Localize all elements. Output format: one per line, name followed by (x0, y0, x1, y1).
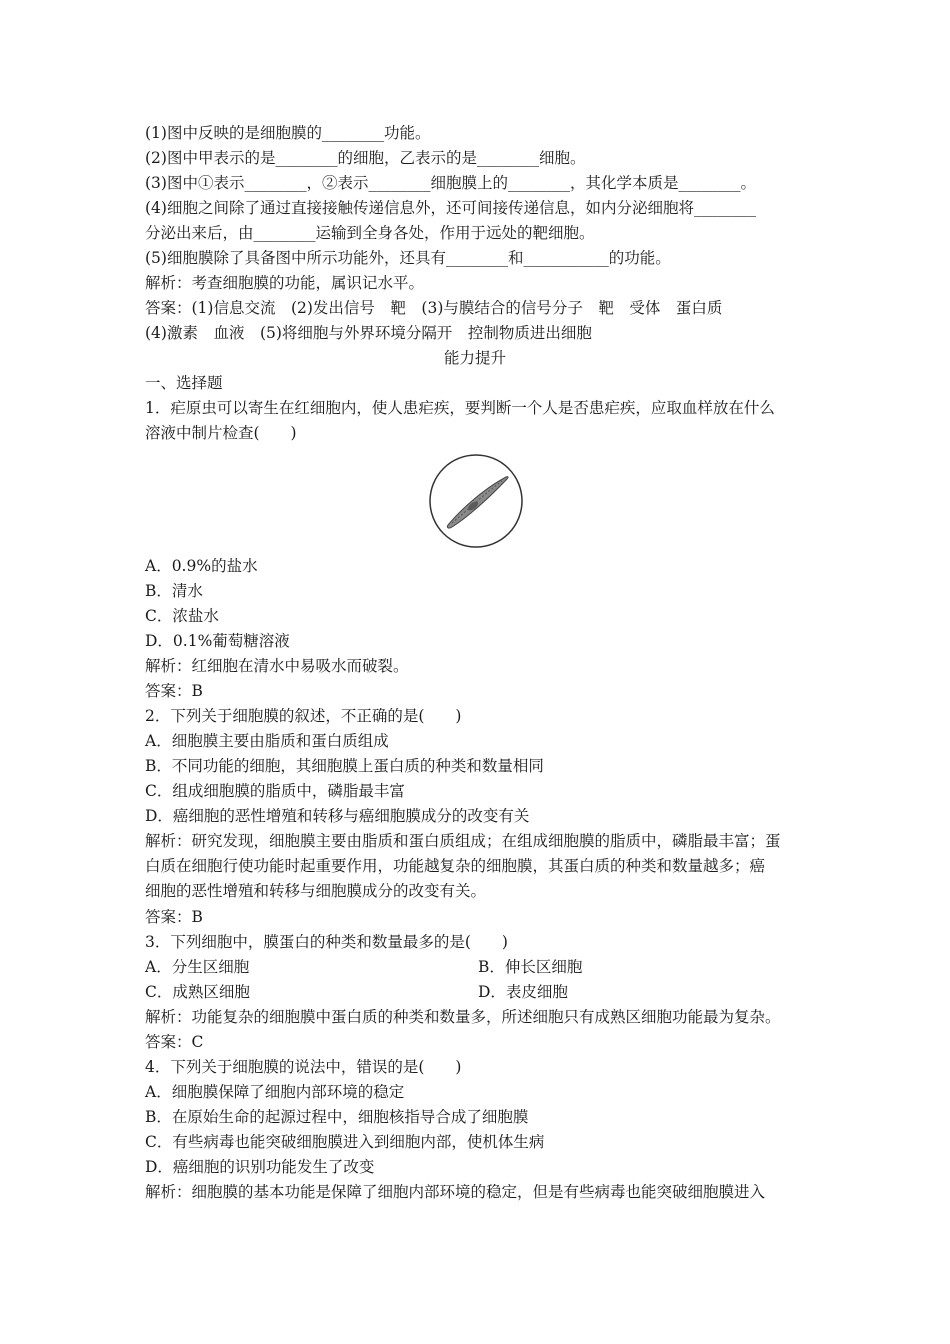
q2-analysis-2: 白质在细胞行使功能时起重要作用，功能越复杂的细胞膜，其蛋白质的种类和数量越多；癌 (145, 857, 766, 875)
intro-line-1: (1)图中反映的是细胞膜的________功能。 (145, 124, 431, 142)
q2-stem: 2．下列关于细胞膜的叙述，不正确的是( ) (145, 707, 462, 725)
q3-answer: 答案：C (145, 1033, 204, 1051)
q1-option-b: B．清水 (145, 582, 203, 600)
q3-option-d: D．表皮细胞 (478, 983, 568, 1001)
intro-analysis: 解析：考查细胞膜的功能，属识记水平。 (145, 274, 425, 292)
q1-option-c: C．浓盐水 (145, 607, 219, 625)
q4-option-b: B．在原始生命的起源过程中，细胞核指导合成了细胞膜 (145, 1108, 529, 1126)
section-subtitle: 一、选择题 (145, 374, 223, 392)
q2-option-a: A．细胞膜主要由脂质和蛋白质组成 (145, 732, 389, 750)
q2-analysis-3: 细胞的恶性增殖和转移与细胞膜成分的改变有关。 (145, 882, 487, 900)
q1-stem-1: 1．疟原虫可以寄生在红细胞内，使人患疟疾，要判断一个人是否患疟疾，应取血样放在什么 (145, 399, 775, 417)
intro-line-4: (4)细胞之间除了通过直接接触传递信息外，还可间接传递信息，如内分泌细胞将________ (145, 199, 756, 217)
q3-option-a: A．分生区细胞 (145, 958, 250, 976)
q2-option-c: C．组成细胞膜的脂质中，磷脂最丰富 (145, 782, 405, 800)
q2-option-d: D．癌细胞的恶性增殖和转移与癌细胞膜成分的改变有关 (145, 807, 530, 825)
q4-option-c: C．有些病毒也能突破细胞膜进入到细胞内部，使机体生病 (145, 1133, 545, 1151)
q3-option-b: B．伸长区细胞 (478, 958, 583, 976)
q4-stem: 4．下列关于细胞膜的说法中，错误的是( ) (145, 1058, 462, 1076)
q1-analysis: 解析：红细胞在清水中易吸水而破裂。 (145, 657, 409, 675)
q4-option-a: A．细胞膜保障了细胞内部环境的稳定 (145, 1083, 405, 1101)
intro-answer-2: (4)激素 血液 (5)将细胞与外界环境分隔开 控制物质进出细胞 (145, 324, 592, 342)
intro-line-2: (2)图中甲表示的是________的细胞，乙表示的是________细胞。 (145, 149, 586, 167)
q2-answer: 答案：B (145, 908, 203, 926)
intro-line-3: (3)图中①表示________，②表示________细胞膜上的________，其化学本质是________。 (145, 174, 756, 192)
intro-answer-1: 答案：(1)信息交流 (2)发出信号 靶 (3)与膜结合的信号分子 靶 受体 蛋白质 (145, 299, 723, 317)
q3-stem: 3．下列细胞中，膜蛋白的种类和数量最多的是( ) (145, 933, 508, 951)
q2-option-b: B．不同功能的细胞，其细胞膜上蛋白质的种类和数量相同 (145, 757, 544, 775)
q1-option-d: D．0.1%葡萄糖溶液 (145, 632, 290, 650)
q1-stem-2: 溶液中制片检查( ) (145, 424, 297, 442)
q1-answer: 答案：B (145, 682, 203, 700)
intro-line-5: 分泌出来后，由________运输到全身各处，作用于远处的靶细胞。 (145, 224, 595, 242)
intro-line-6: (5)细胞膜除了具备图中所示功能外，还具有________和___________的功能。 (145, 249, 671, 267)
q4-analysis: 解析：细胞膜的基本功能是保障了细胞内部环境的稳定，但是有些病毒也能突破细胞膜进入 (145, 1183, 766, 1201)
q2-analysis-1: 解析：研究发现，细胞膜主要由脂质和蛋白质组成；在组成细胞膜的脂质中，磷脂最丰富；蛋 (145, 832, 781, 850)
q3-analysis: 解析：功能复杂的细胞膜中蛋白质的种类和数量多，所述细胞只有成熟区细胞功能最为复杂。 (145, 1008, 781, 1026)
section-title: 能力提升 (443, 349, 506, 367)
q1-option-a: A．0.9%的盐水 (145, 557, 258, 575)
q4-option-d: D．癌细胞的识别功能发生了改变 (145, 1158, 375, 1176)
q3-option-c: C．成熟区细胞 (145, 983, 250, 1001)
parasite-figure (428, 453, 524, 549)
